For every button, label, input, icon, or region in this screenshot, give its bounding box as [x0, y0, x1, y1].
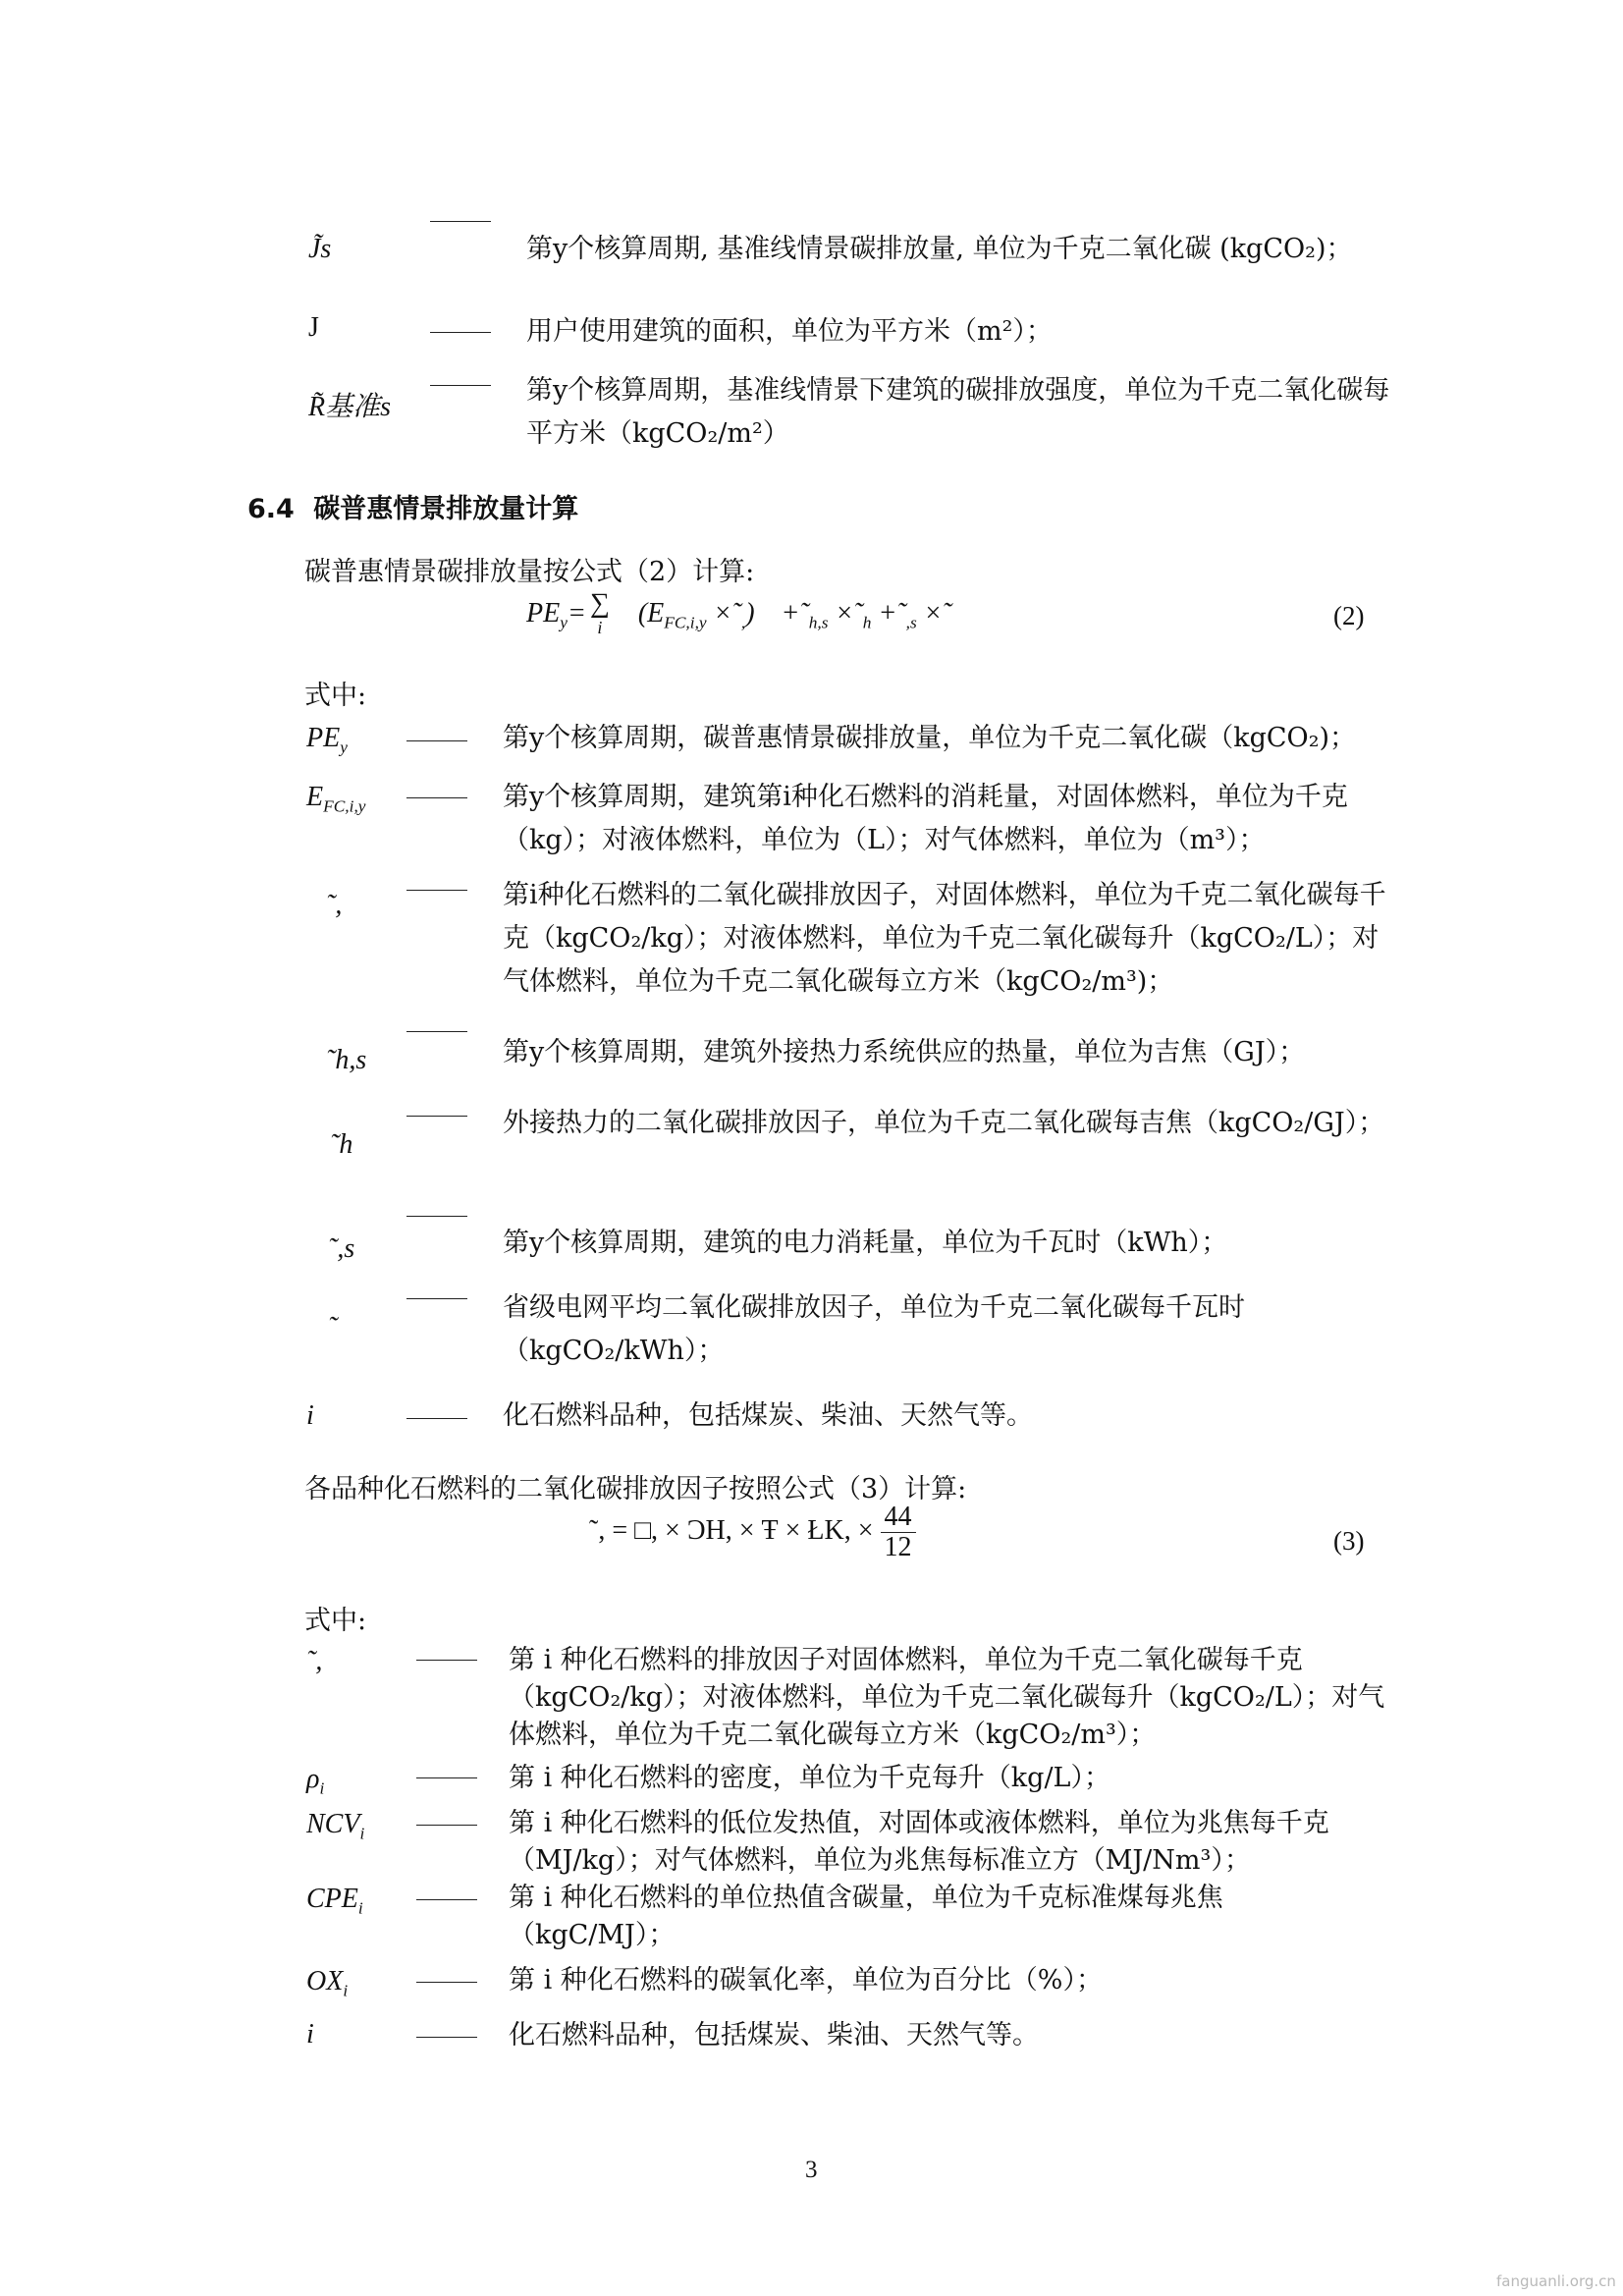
dash [416, 1899, 477, 1900]
dash [406, 1116, 467, 1117]
symbol-heat: ˜h,s [326, 1045, 367, 1075]
formula-2-number: (2) [1333, 601, 1365, 630]
dash [406, 740, 467, 741]
dash [416, 1777, 477, 1778]
desc-baseline-intensity: 第y个核算周期，基准线情景下建筑的碳排放强度，单位为千克二氧化碳每平方米（kgCO₂/m²） [526, 375, 1390, 449]
symbol-heat-factor: ˜h [330, 1129, 353, 1160]
page-number: 3 [805, 2157, 818, 2183]
symbol-NCV: $NCV_i$ [306, 1809, 365, 1843]
symbol-CPE: $CPE_i$ [306, 1884, 363, 1918]
dash [406, 797, 467, 798]
symbol-area: J [308, 312, 319, 343]
formula-3-left: ˜, = □, × ƆH, × Ŧ × ŁK, × [589, 1514, 874, 1546]
symbol-EFC: $E_{FC,i,y}$ [306, 782, 366, 816]
dash [430, 385, 491, 386]
desc-rho: 第 i 种化石燃料的密度，单位为千克每升（kg/L）； [509, 1763, 1110, 1793]
desc-OX: 第 i 种化石燃料的碳氧化率，单位为百分比（%）； [509, 1965, 1103, 1995]
desc-baseline-emissions: 第y个核算周期, 基准线情景碳排放量, 单位为千克二氧化碳 (kgCO₂)； [526, 234, 1353, 264]
desc-PEy: 第y个核算周期，碳普惠情景碳排放量，单位为千克二氧化碳（kgCO₂)； [503, 723, 1357, 753]
dash [416, 2037, 477, 2038]
intro-formula3: 各品种化石燃料的二氧化碳排放因子按照公式（3）计算: [304, 1474, 967, 1504]
dash [416, 1982, 477, 1983]
desc-electricity: 第y个核算周期，建筑的电力消耗量，单位为千瓦时（kWh）； [503, 1228, 1228, 1258]
where-label: 式中: [304, 681, 367, 711]
symbol-i-fuel: i [306, 2019, 314, 2050]
section-heading [247, 487, 578, 525]
where-label-3: 式中: [304, 1606, 367, 1636]
symbol-electricity: ˜,s [328, 1233, 355, 1264]
symbol-i: i [306, 1400, 314, 1431]
intro-formula2: 碳普惠情景碳排放量按公式（2）计算: [304, 557, 755, 587]
symbol-grid-factor: ˜ [328, 1312, 338, 1342]
dash [416, 1825, 477, 1826]
symbol-OX: $OX_i$ [306, 1966, 349, 2000]
dash [406, 1216, 467, 1217]
desc-area: 用户使用建筑的面积，单位为平方米（m²）； [526, 316, 1053, 347]
symbol-rho: $\rho_i$ [306, 1764, 325, 1798]
symbol-baseline-intensity: R̃基准s [308, 392, 392, 422]
desc-EFC: 第y个核算周期，建筑第i种化石燃料的消耗量，对固体燃料，单位为千克（kg）；对液体燃料，单位为（L）；对气体燃料，单位为（m³）； [503, 782, 1348, 855]
section-number: 6.4 [247, 494, 295, 524]
fraction-denominator: 12 [884, 1532, 912, 1562]
desc-heat: 第y个核算周期，建筑外接热力系统供应的热量，单位为吉焦（GJ）； [503, 1037, 1306, 1067]
dash [406, 1298, 467, 1299]
section-title: 碳普惠情景排放量计算 [313, 494, 579, 524]
symbol-emission-factor: ˜, [306, 1646, 323, 1676]
formula-3 [589, 1503, 916, 1562]
symbol-fuel-factor: ˜, [326, 890, 343, 920]
dash [430, 221, 491, 222]
desc-emission-factor: 第 i 种化石燃料的排放因子对固体燃料，单位为千克二氧化碳每千克（kgCO₂/kg）；对液体燃料，单位为千克二氧化碳每升（kgCO₂/L）；对气体燃料，单位为千克二氧化碳每立方米（kgCO₂/m³）； [509, 1645, 1385, 1750]
formula-3-number: (3) [1333, 1526, 1365, 1556]
symbol-baseline-emissions: J̃s [308, 234, 332, 264]
desc-heat-factor: 外接热力的二氧化碳排放因子，单位为千克二氧化碳每吉焦（kgCO₂/GJ）； [503, 1108, 1385, 1138]
symbol-PEy: $PE_y$ [306, 723, 348, 757]
dash [406, 1418, 467, 1419]
desc-fuel-factor: 第i种化石燃料的二氧化碳排放因子，对固体燃料，单位为千克二氧化碳每千克（kgCO₂/kg）；对液体燃料，单位为千克二氧化碳每升（kgCO₂/L）；对气体燃料，单位为千克二氧化碳每立方米（kgCO₂/m³)； [503, 880, 1386, 997]
desc-i-fuel: 化石燃料品种，包括煤炭、柴油、天然气等。 [509, 2020, 1039, 2050]
dash [406, 1031, 467, 1032]
desc-grid-factor: 省级电网平均二氧化碳排放因子，单位为千克二氧化碳每千瓦时（kgCO₂/kWh）； [503, 1292, 1245, 1366]
formula-2: $PE_y=$ ∑ i ($E_{FC,i,y}$ $\times˜_,$) $+˜_{h,s}$ $\times˜_h$ $+˜_{,s}$ ×˜ [526, 588, 951, 637]
dash [406, 890, 467, 891]
desc-i: 化石燃料品种，包括煤炭、柴油、天然气等。 [503, 1400, 1033, 1431]
fraction-numerator: 44 [881, 1503, 916, 1533]
dash [430, 332, 491, 333]
desc-CPE: 第 i 种化石燃料的单位热值含碳量，单位为千克标准煤每兆焦（kgC/MJ）； [509, 1883, 1223, 1950]
dash [416, 1660, 477, 1661]
desc-NCV: 第 i 种化石燃料的低位发热值，对固体或液体燃料，单位为兆焦每千克（MJ/kg）；对气体燃料，单位为兆焦每标准立方（MJ/Nm³）； [509, 1808, 1329, 1876]
watermark: fanguanli.org.cn [1496, 2272, 1616, 2290]
formula-3-fraction [881, 1503, 916, 1562]
